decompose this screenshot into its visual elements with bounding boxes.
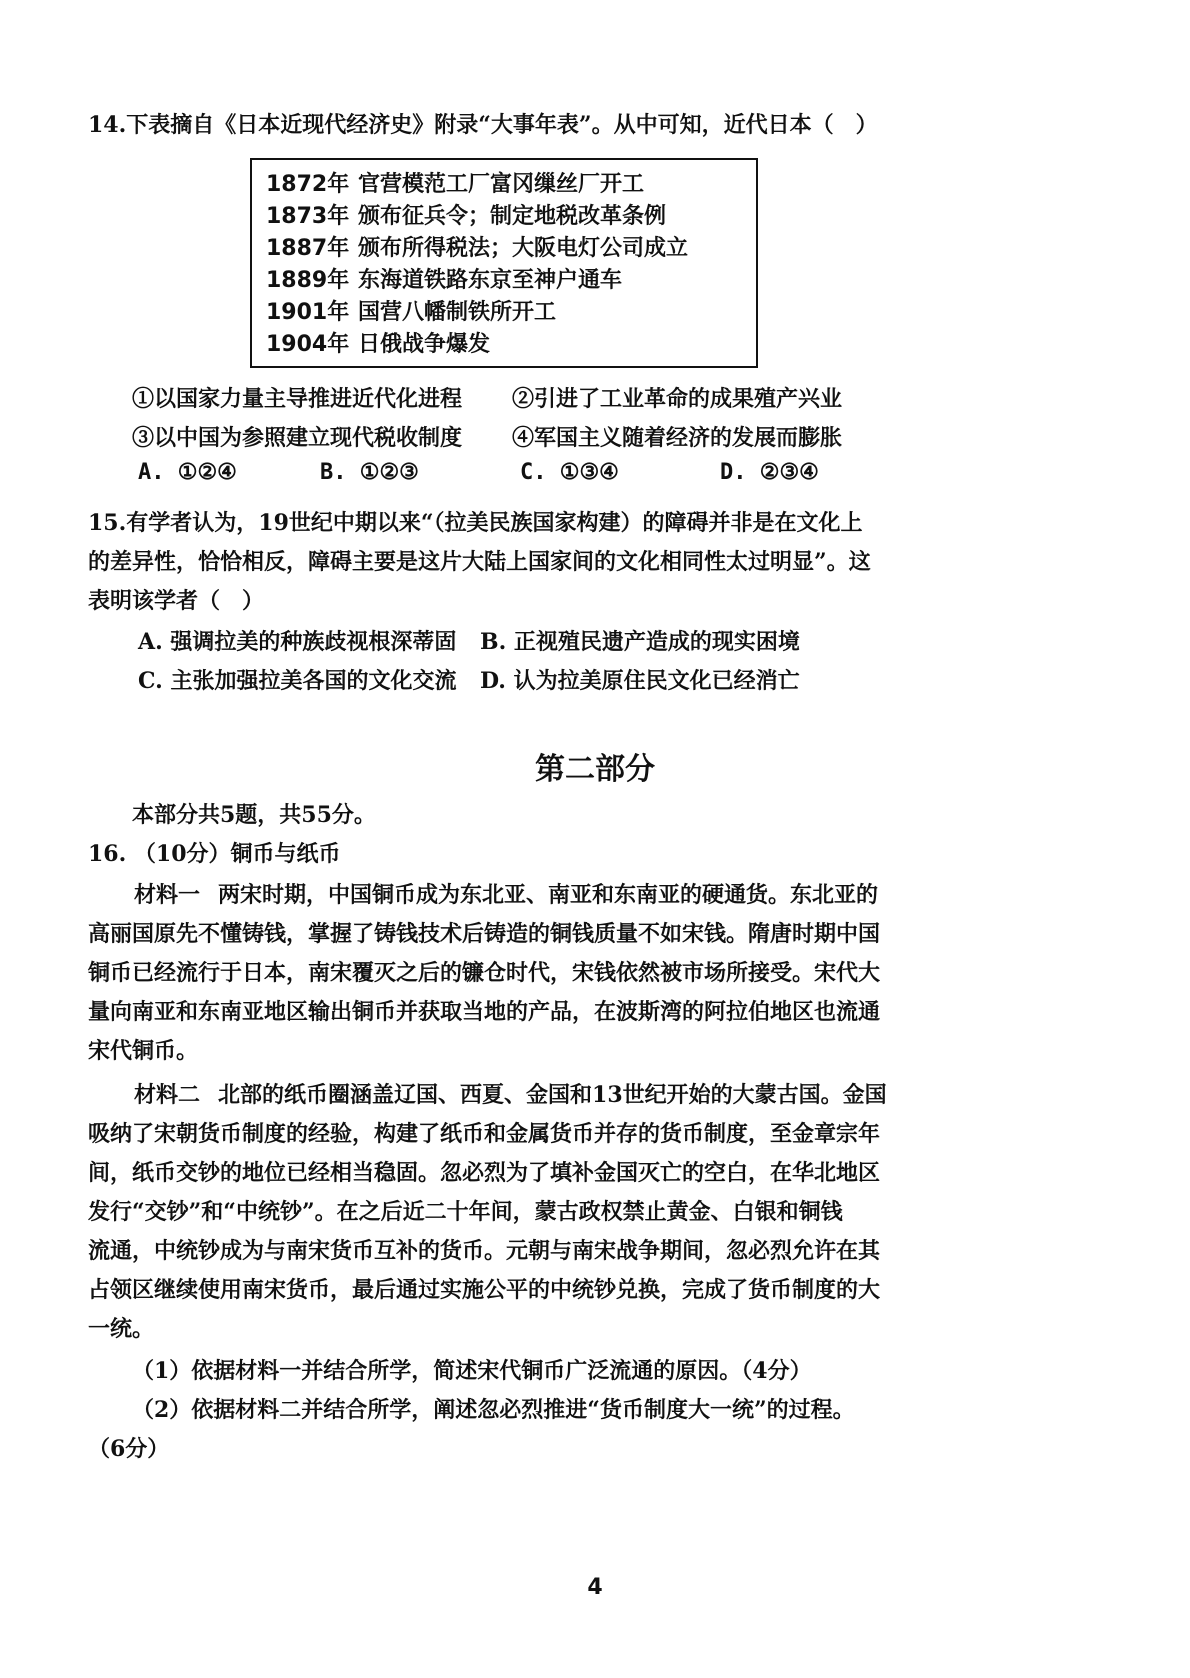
table-row: [266, 168, 756, 200]
material-line: 发行“交钞”和“中统钞”。在之后近二十年间，蒙古政权禁止黄金、白银和铜钱: [88, 1199, 843, 1225]
table-row: [266, 232, 756, 264]
table-row: [266, 328, 756, 360]
q14-options: [138, 460, 898, 494]
material-line: 宋代铜币。: [88, 1038, 199, 1064]
material-line: 一统。: [88, 1316, 155, 1342]
material-line: 吸纳了宋朝货币制度的经验，构建了纸币和金属货币并存的货币制度，至金章宗年: [88, 1121, 881, 1147]
table-event: 国营八幡制铁所开工: [358, 299, 557, 325]
material-line: 铜币已经流行于日本，南宋覆灭之后的镰仓时代，宋钱依然被市场所接受。宋代大: [88, 960, 881, 986]
table-row: [266, 296, 756, 328]
table-event: 日俄战争爆发: [358, 331, 491, 357]
table-event: 颁布所得税法；大阪电灯公司成立: [358, 235, 689, 261]
q14-option-a[interactable]: A. ①②④: [138, 460, 237, 485]
q14-chronology-table: [250, 158, 758, 368]
q14-item: ③以中国为参照建立现代税收制度: [132, 425, 463, 451]
table-year: 1873年: [266, 204, 350, 229]
q14-stem: 14.下表摘自《日本近现代经济史》附录“大事年表”。从中可知，近代日本（ ）: [88, 112, 878, 138]
q15-stem-line: 的差异性，恰恰相反，障碍主要是这片大陆上国家间的文化相同性太过明显”。这: [88, 549, 871, 575]
material-line: 材料一 两宋时期，中国铜币成为东北亚、南亚和东南亚的硬通货。东北亚的: [134, 882, 879, 908]
q16-material-2: [88, 1076, 1108, 1349]
material-label: 材料一: [134, 882, 201, 908]
q15-option-c[interactable]: C. 主张加强拉美各国的文化交流: [138, 668, 457, 694]
q16-subquestion-2-points: （6分）: [88, 1436, 170, 1462]
q14-item: ①以国家力量主导推进近代化进程: [132, 386, 463, 412]
q14-item: ②引进了工业革命的成果殖产兴业: [512, 386, 843, 412]
q15-stem-line: 表明该学者（ ）: [88, 588, 265, 614]
part2-title: 第二部分: [535, 752, 655, 787]
table-event: 官营模范工厂富冈缫丝厂开工: [358, 171, 645, 197]
table-row: [266, 264, 756, 296]
material-line: 量向南亚和东南亚地区输出铜币并获取当地的产品，在波斯湾的阿拉伯地区也流通: [88, 999, 881, 1025]
page-number: 4: [587, 1575, 603, 1600]
table-year: 1887年: [266, 236, 350, 261]
q16-subquestion-2: （2）依据材料二并结合所学，阐述忽必烈推进“货币制度大一统”的过程。: [132, 1397, 855, 1423]
material-line: 间，纸币交钞的地位已经相当稳固。忽必烈为了填补金国灭亡的空白，在华北地区: [88, 1160, 881, 1186]
q14-option-c[interactable]: C. ①③④: [520, 460, 619, 485]
q15-stem-line: 15.有学者认为，19世纪中期以来“（拉美民族国家构建）的障碍并非是在文化上: [88, 510, 863, 536]
material-line: 材料二 北部的纸币圈涵盖辽国、西夏、金国和13世纪开始的大蒙古国。金国: [134, 1082, 887, 1108]
q14-option-b[interactable]: B. ①②③: [320, 460, 419, 485]
material-line: 占领区继续使用南宋货币，最后通过实施公平的中统钞兑换，完成了货币制度的大: [88, 1277, 881, 1303]
q16-stem: 16. （10分）铜币与纸币: [88, 841, 341, 867]
part2-intro: 本部分共5题，共55分。: [132, 802, 376, 828]
q16-subquestion-1: （1）依据材料一并结合所学，简述宋代铜币广泛流通的原因。（4分）: [132, 1358, 812, 1384]
table-event: 颁布征兵令；制定地税改革条例: [358, 203, 667, 229]
q14-item: ④军国主义随着经济的发展而膨胀: [512, 425, 843, 451]
material-line: 流通，中统钞成为与南宋货币互补的货币。元朝与南宋战争期间，忽必烈允许在其: [88, 1238, 881, 1264]
material-line: 高丽国原先不懂铸钱，掌握了铸钱技术后铸造的铜钱质量不如宋钱。隋唐时期中国: [88, 921, 881, 947]
table-row: [266, 200, 756, 232]
table-year: 1889年: [266, 268, 350, 293]
table-year: 1904年: [266, 332, 350, 357]
q16-material-1: [88, 876, 1108, 1071]
q15-option-a[interactable]: A. 强调拉美的种族歧视根深蒂固: [138, 629, 457, 655]
table-year: 1901年: [266, 300, 350, 325]
material-label: 材料二: [134, 1082, 201, 1108]
table-year: 1872年: [266, 172, 350, 197]
q15-option-d[interactable]: D. 认为拉美原住民文化已经消亡: [480, 668, 800, 694]
q14-option-d[interactable]: D. ②③④: [720, 460, 819, 485]
table-event: 东海道铁路东京至神户通车: [358, 267, 623, 293]
q15-option-b[interactable]: B. 正视殖民遗产造成的现实困境: [480, 629, 800, 655]
